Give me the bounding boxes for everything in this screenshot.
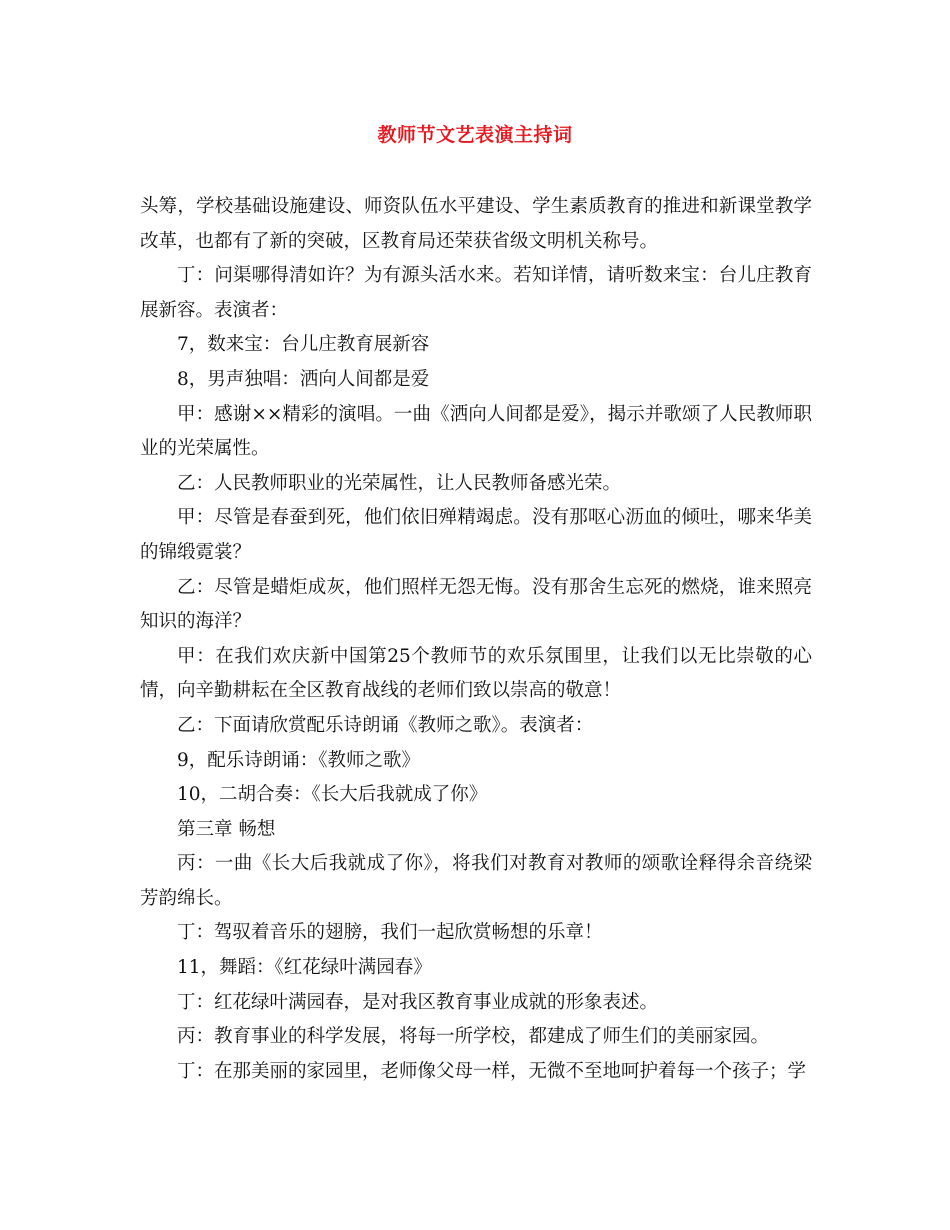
paragraph: 丙：一曲《长大后我就成了你》，将我们对教育对教师的颂歌诠释得余音绕梁芳韵绵长。 bbox=[140, 853, 812, 909]
paragraph: 丁：在那美丽的家园里，老师像父母一样，无微不至地呵护着每一个孩子；学 bbox=[177, 1060, 807, 1082]
paragraph: 8，男声独唱：洒向人间都是爱 bbox=[177, 368, 430, 390]
paragraph: 丁：驾驭着音乐的翅膀，我们一起欣赏畅想的乐章！ bbox=[177, 922, 603, 944]
chapter-heading: 第三章 畅想 bbox=[177, 818, 276, 840]
document-title: 教师节文艺表演主持词 bbox=[377, 124, 573, 146]
paragraph: 乙：下面请欣赏配乐诗朗诵《教师之歌》。表演者： bbox=[177, 714, 594, 736]
paragraph: 7，数来宝：台儿庄教育展新容 bbox=[177, 334, 430, 356]
paragraph: 丁：问渠哪得清如许？为有源头活水来。若知详情，请听数来宝：台儿庄教育展新容。表演者： bbox=[140, 265, 812, 321]
paragraph: 甲：在我们欢庆新中国第25个教师节的欢乐氛围里，让我们以无比崇敬的心情，向辛勤耕耘在全区教育战线的老师们致以崇高的敬意！ bbox=[140, 645, 812, 702]
paragraph: 丙：教育事业的科学发展，将每一所学校，都建成了师生们的美丽家园。 bbox=[177, 1026, 770, 1048]
paragraph: 乙：尽管是蜡炬成灰，他们照样无怨无悔。没有那舍生忘死的燃烧，谁来照亮知识的海洋？ bbox=[140, 576, 812, 633]
paragraph: 甲：感谢××精彩的演唱。一曲《洒向人间都是爱》，揭示并歌颂了人民教师职业的光荣属性。 bbox=[140, 403, 812, 460]
document-body bbox=[140, 190, 812, 1089]
paragraph: 乙：人民教师职业的光荣属性，让人民教师备感光荣。 bbox=[177, 472, 622, 494]
paragraph: 10，二胡合奏：《长大后我就成了你》 bbox=[177, 784, 488, 806]
paragraph: 11，舞蹈：《红花绿叶满园春》 bbox=[177, 957, 432, 979]
paragraph: 9，配乐诗朗诵：《教师之歌》 bbox=[177, 749, 421, 771]
paragraph: 甲：尽管是春蚕到死，他们依旧殚精竭虑。没有那呕心沥血的倾吐，哪来华美的锦缎霓裳？ bbox=[140, 507, 812, 563]
paragraph: 头筹，学校基础设施建设、师资队伍水平建设、学生素质教育的推进和新课堂教学改革，也都有了新的突破，区教育局还荣获省级文明机关称号。 bbox=[140, 196, 812, 252]
paragraph: 丁：红花绿叶满园春，是对我区教育事业成就的形象表述。 bbox=[177, 991, 659, 1013]
